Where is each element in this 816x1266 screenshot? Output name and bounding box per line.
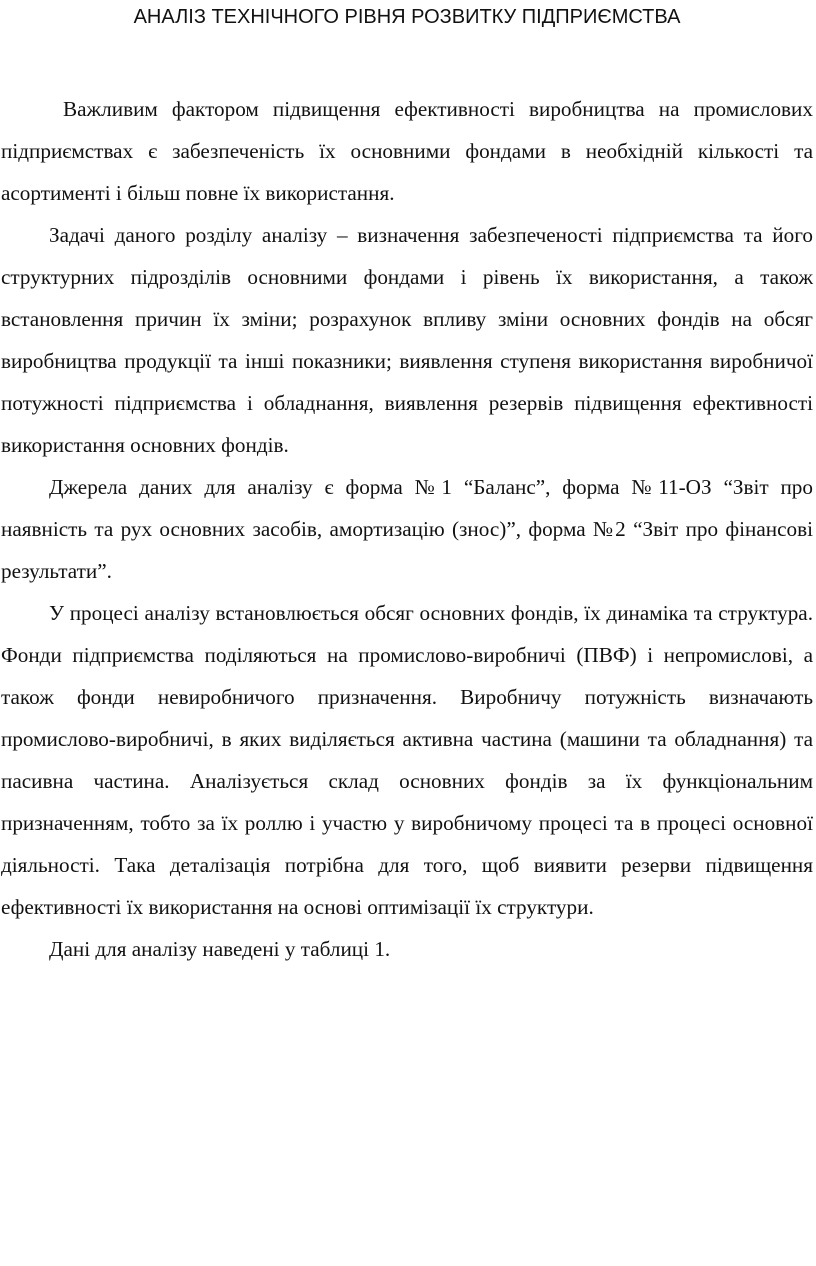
document-title: АНАЛІЗ ТЕХНІЧНОГО РІВНЯ РОЗВИТКУ ПІДПРИЄМСТВА bbox=[133, 6, 681, 28]
paragraph-4: У процесі аналізу встановлюється обсяг основних фондів, їх динаміка та структура. Фонди підприємства поділяються на промислово-виробничі (ПВФ) і непромислові, а також фонди невиробничого призначення. Виробничу потужність визначають промислово-виробничі, в яких виділяється активна частина (машини та обладнання) та пасивна частина. Аналізується склад основних фондів за їх функціональним призначенням, тобто за їх роллю і участю у виробничому процесі та в процесі основної діяльності. Така деталізація потрібна для того, щоб виявити резерви підвищення ефективності їх використання на основі оптимізації їх структури. bbox=[1, 601, 813, 919]
paragraph-2: Задачі даного розділу аналізу – визначення забезпеченості підприємства та його структурних підрозділів основними фондами і рівень їх використання, а також встановлення причин їх зміни; розрахунок впливу зміни основних фондів на обсяг виробництва продукції та інші показники; виявлення ступеня використання виробничої потужності підприємства і обладнання, виявлення резервів підвищення ефективності використання основних фондів. bbox=[1, 223, 813, 457]
paragraph-1: Важливим фактором підвищення ефективності виробництва на промислових підприємствах є забезпеченість їх основними фондами в необхідній кількості та асортименті і більш повне їх використання. bbox=[1, 97, 813, 205]
document-body bbox=[1, 88, 813, 970]
paragraph-3: Джерела даних для аналізу є форма №1 “Баланс”, форма №11-ОЗ “Звіт про наявність та рух основних засобів, амортизацію (знос)”, форма №2 “Звіт про фінансові результати”. bbox=[1, 475, 813, 583]
paragraph-5: Дані для аналізу наведені у таблиці 1. bbox=[49, 937, 391, 961]
